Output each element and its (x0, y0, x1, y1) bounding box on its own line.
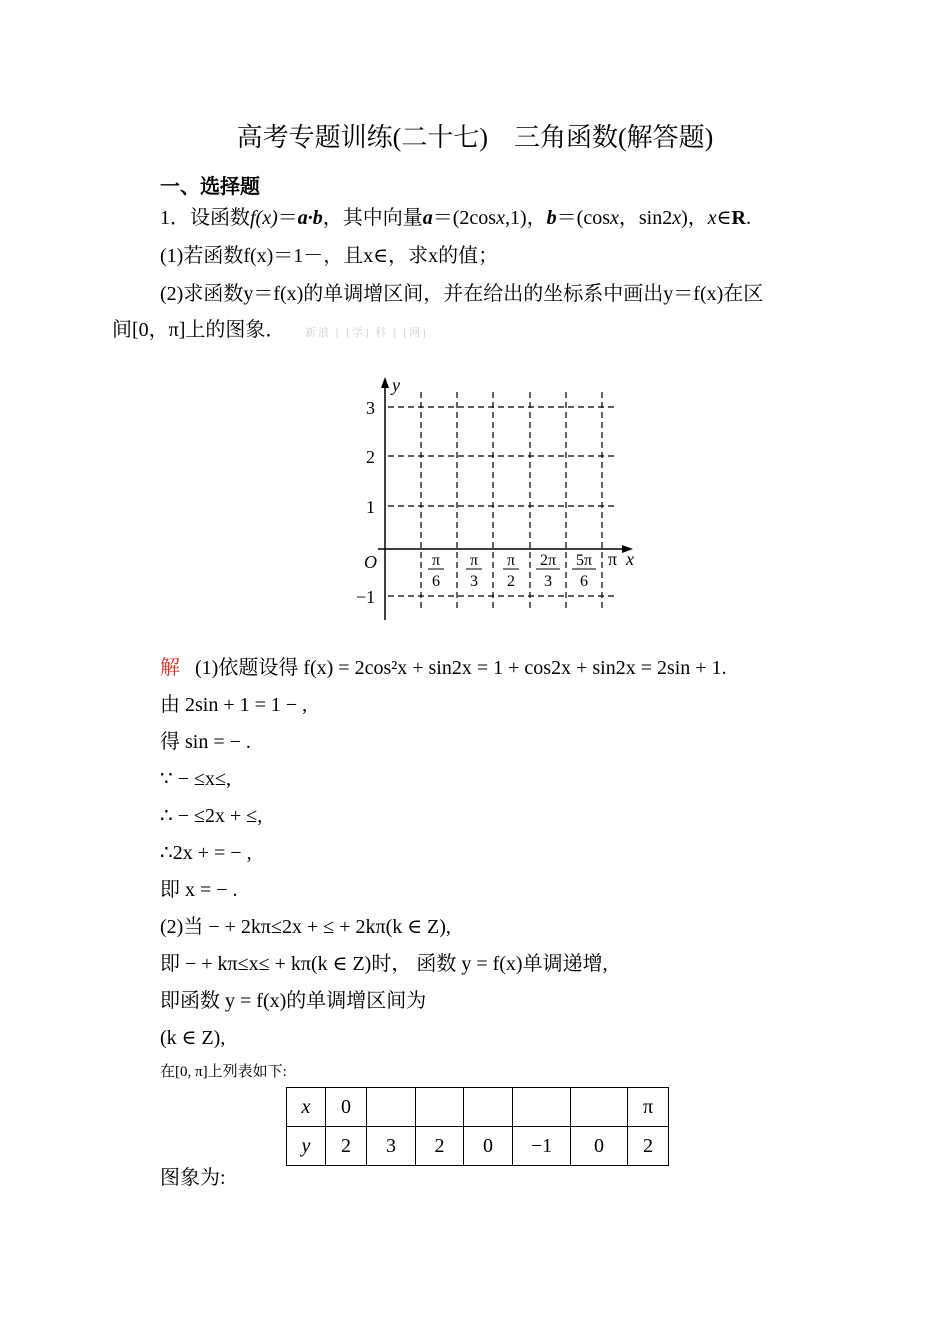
vector-b-value: ＝(cos (556, 207, 610, 229)
part-1-prompt: (1)若函数f(x)＝1－，且x∈，求x的值； (160, 245, 499, 267)
x-tick-pi6-num: π (431, 552, 441, 569)
y-tick-2: 2 (366, 447, 375, 467)
x-tick-5pi6-num: 5π (575, 552, 593, 569)
table-cell: 2 (628, 1127, 669, 1166)
x-tick-pi6-den: 6 (432, 573, 440, 590)
var-x: x (672, 207, 682, 229)
table-header-y (287, 1127, 326, 1166)
vector-b-tail: )， (681, 207, 708, 229)
y-tick-neg1: −1 (356, 587, 376, 607)
table-cell: 3 (367, 1127, 416, 1166)
x-tick-5pi6-den: 6 (580, 573, 588, 590)
x-tick-2pi3-num: 2π (539, 552, 557, 569)
fx-label: f(x) (250, 207, 278, 229)
solution-text-1: (1)依题设得 f(x) = 2cos²x + sin2x = 1 + cos2x + sin2x = 2sin + 1. (195, 657, 727, 679)
y-tick-1: 1 (366, 497, 375, 517)
vector-b: b (546, 207, 557, 229)
equals-sign: ＝ (277, 207, 298, 229)
element-of: ∈ (716, 207, 732, 229)
solution-step-5: ∴ − ≤2x + ≤, (160, 805, 263, 827)
var-x: x (707, 207, 717, 229)
table-header-x (287, 1088, 326, 1127)
table-cell: π (628, 1088, 669, 1127)
table-cell: −1 (513, 1127, 571, 1166)
table-row-x (287, 1088, 669, 1127)
watermark: 新浪 [ [学] 科 [ [网] (305, 327, 428, 339)
x-tick-pi3-num: π (469, 552, 479, 569)
problem-1-statement (160, 204, 751, 232)
table-x-label: x (301, 1095, 311, 1118)
vector-product: a·b (297, 207, 323, 229)
coordinate-grid (350, 372, 650, 622)
problem-lead: 设函数 (190, 207, 250, 229)
table-y-label: y (301, 1134, 311, 1157)
y-axis-label: y (392, 375, 400, 395)
vector-b-mid: ，sin2 (618, 207, 673, 229)
table-cell (513, 1088, 571, 1127)
table-row-y (287, 1127, 669, 1166)
x-tick-pi: π (608, 549, 618, 569)
x-tick-2pi3-den: 3 (544, 573, 552, 590)
vector-a: a (422, 207, 433, 229)
table-cell: 0 (326, 1088, 367, 1127)
solution-step-13: 图象为: (160, 1167, 226, 1189)
x-tick-pi3-den: 3 (470, 573, 478, 590)
vector-a-tail: ,1)， (504, 207, 547, 229)
problem-number: 1． (160, 207, 190, 229)
period: . (745, 207, 751, 229)
x-tick-pi2-den: 2 (507, 573, 515, 590)
solution-step-4: ∵ − ≤x≤, (160, 768, 231, 790)
var-x: x (496, 207, 505, 229)
solution-label: 解 (160, 657, 180, 679)
x-axis-label: x (626, 549, 634, 569)
y-axis-arrow (381, 377, 389, 388)
solution-step-8: (2)当 − + 2kπ≤2x + ≤ + 2kπ(k ∈ Z), (160, 916, 451, 938)
table-cell (571, 1088, 628, 1127)
text-where: ，其中向量 (322, 207, 423, 229)
solution-step-7: 即 x = − . (160, 879, 238, 901)
solution-step-1 (160, 654, 727, 682)
var-x: x (609, 207, 619, 229)
solution-step-9: 即 − + kπ≤x≤ + kπ(k ∈ Z)时， 函数 y = f(x)单调递增, (160, 953, 608, 975)
y-tick-3: 3 (366, 398, 375, 418)
page-title: 高考专题训练(二十七) 三角函数(解答题) (236, 123, 714, 152)
solution-step-3: 得 sin = − . (160, 731, 251, 753)
reals-symbol: R (731, 207, 746, 229)
table-cell (416, 1088, 464, 1127)
part-2-prompt-cont: 间[0，π]上的图象． (112, 319, 286, 341)
origin-label: O (364, 552, 377, 572)
solution-step-12: 在[0, π]上列表如下: (160, 1064, 287, 1080)
section-heading: 一、选择题 (160, 174, 260, 198)
table-cell: 0 (464, 1127, 513, 1166)
solution-step-6: ∴2x + = − , (160, 842, 252, 864)
x-tick-pi2-num: π (506, 552, 516, 569)
table-cell: 0 (571, 1127, 628, 1166)
value-table (286, 1087, 669, 1166)
table-cell (464, 1088, 513, 1127)
table-cell: 2 (326, 1127, 367, 1166)
table-cell (367, 1088, 416, 1127)
table-cell: 2 (416, 1127, 464, 1166)
solution-step-2: 由 2sin + 1 = 1 − , (160, 694, 308, 716)
solution-step-10: 即函数 y = f(x)的单调增区间为 (160, 990, 427, 1012)
part-2-prompt: (2)求函数y＝f(x)的单调增区间，并在给出的坐标系中画出y＝f(x)在区 (160, 283, 764, 305)
vector-a-value: ＝(2cos (432, 207, 497, 229)
solution-step-11: (k ∈ Z), (160, 1027, 226, 1049)
